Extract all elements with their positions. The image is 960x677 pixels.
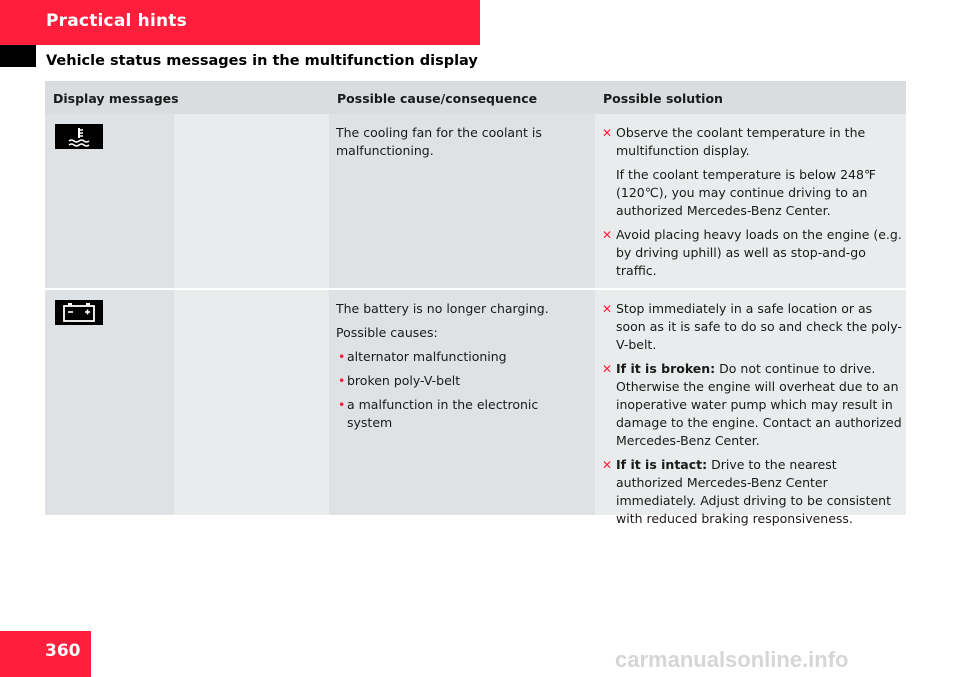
battery-icon bbox=[55, 300, 103, 325]
coolant-temperature-icon bbox=[55, 124, 103, 149]
page-number: 360 bbox=[45, 641, 81, 661]
watermark: carmanualsonline.info bbox=[615, 647, 849, 672]
section-title: Vehicle status messages in the multifunction display bbox=[46, 53, 478, 69]
solution-step: ✕ If it is intact: Drive to the nearest authorized Mercedes-Benz Center immediately. Adjust driving to be consistent with reduced braking responsiveness. bbox=[602, 457, 891, 526]
solution-step: ✕ If it is broken: Do not continue to drive. Otherwise the engine will overheat due to an inoperative water pump which may result in damage to the engine. Contact an authorized Mercedes-Benz Center. bbox=[602, 361, 902, 448]
chapter-title: Practical hints bbox=[46, 11, 187, 31]
cause-text: The battery is no longer charging. bbox=[336, 301, 549, 316]
solution-note: If the coolant temperature is below 248℉ (120℃), you may continue driving to an authorized Mercedes-Benz Center. bbox=[616, 167, 876, 218]
status-messages-table bbox=[45, 81, 906, 526]
table-header bbox=[45, 81, 906, 114]
column-header-display: Display messages bbox=[53, 91, 179, 106]
column-header-cause: Possible cause/consequence bbox=[337, 91, 538, 106]
cause-bullet: • broken poly-V-belt bbox=[338, 373, 461, 388]
black-tab-marker bbox=[0, 45, 36, 67]
table-row bbox=[45, 114, 906, 288]
column-header-solution: Possible solution bbox=[603, 91, 723, 106]
cause-intro: Possible causes: bbox=[336, 325, 438, 340]
cause-bullet: • alternator malfunctioning bbox=[338, 349, 507, 364]
solution-step: ✕ Stop immediately in a safe location or as soon as it is safe to do so and check the poly-V-belt. bbox=[602, 301, 902, 352]
solution-step: ✕ Avoid placing heavy loads on the engine (e.g. by driving uphill) as well as stop-and-go traffic. bbox=[602, 227, 902, 278]
cause-text: The cooling fan for the coolant is malfunctioning. bbox=[336, 125, 542, 158]
solution-step: ✕ Observe the coolant temperature in the multifunction display. bbox=[602, 125, 866, 158]
table-row bbox=[45, 288, 906, 526]
cause-bullet: • a malfunction in the electronic system bbox=[338, 397, 539, 430]
